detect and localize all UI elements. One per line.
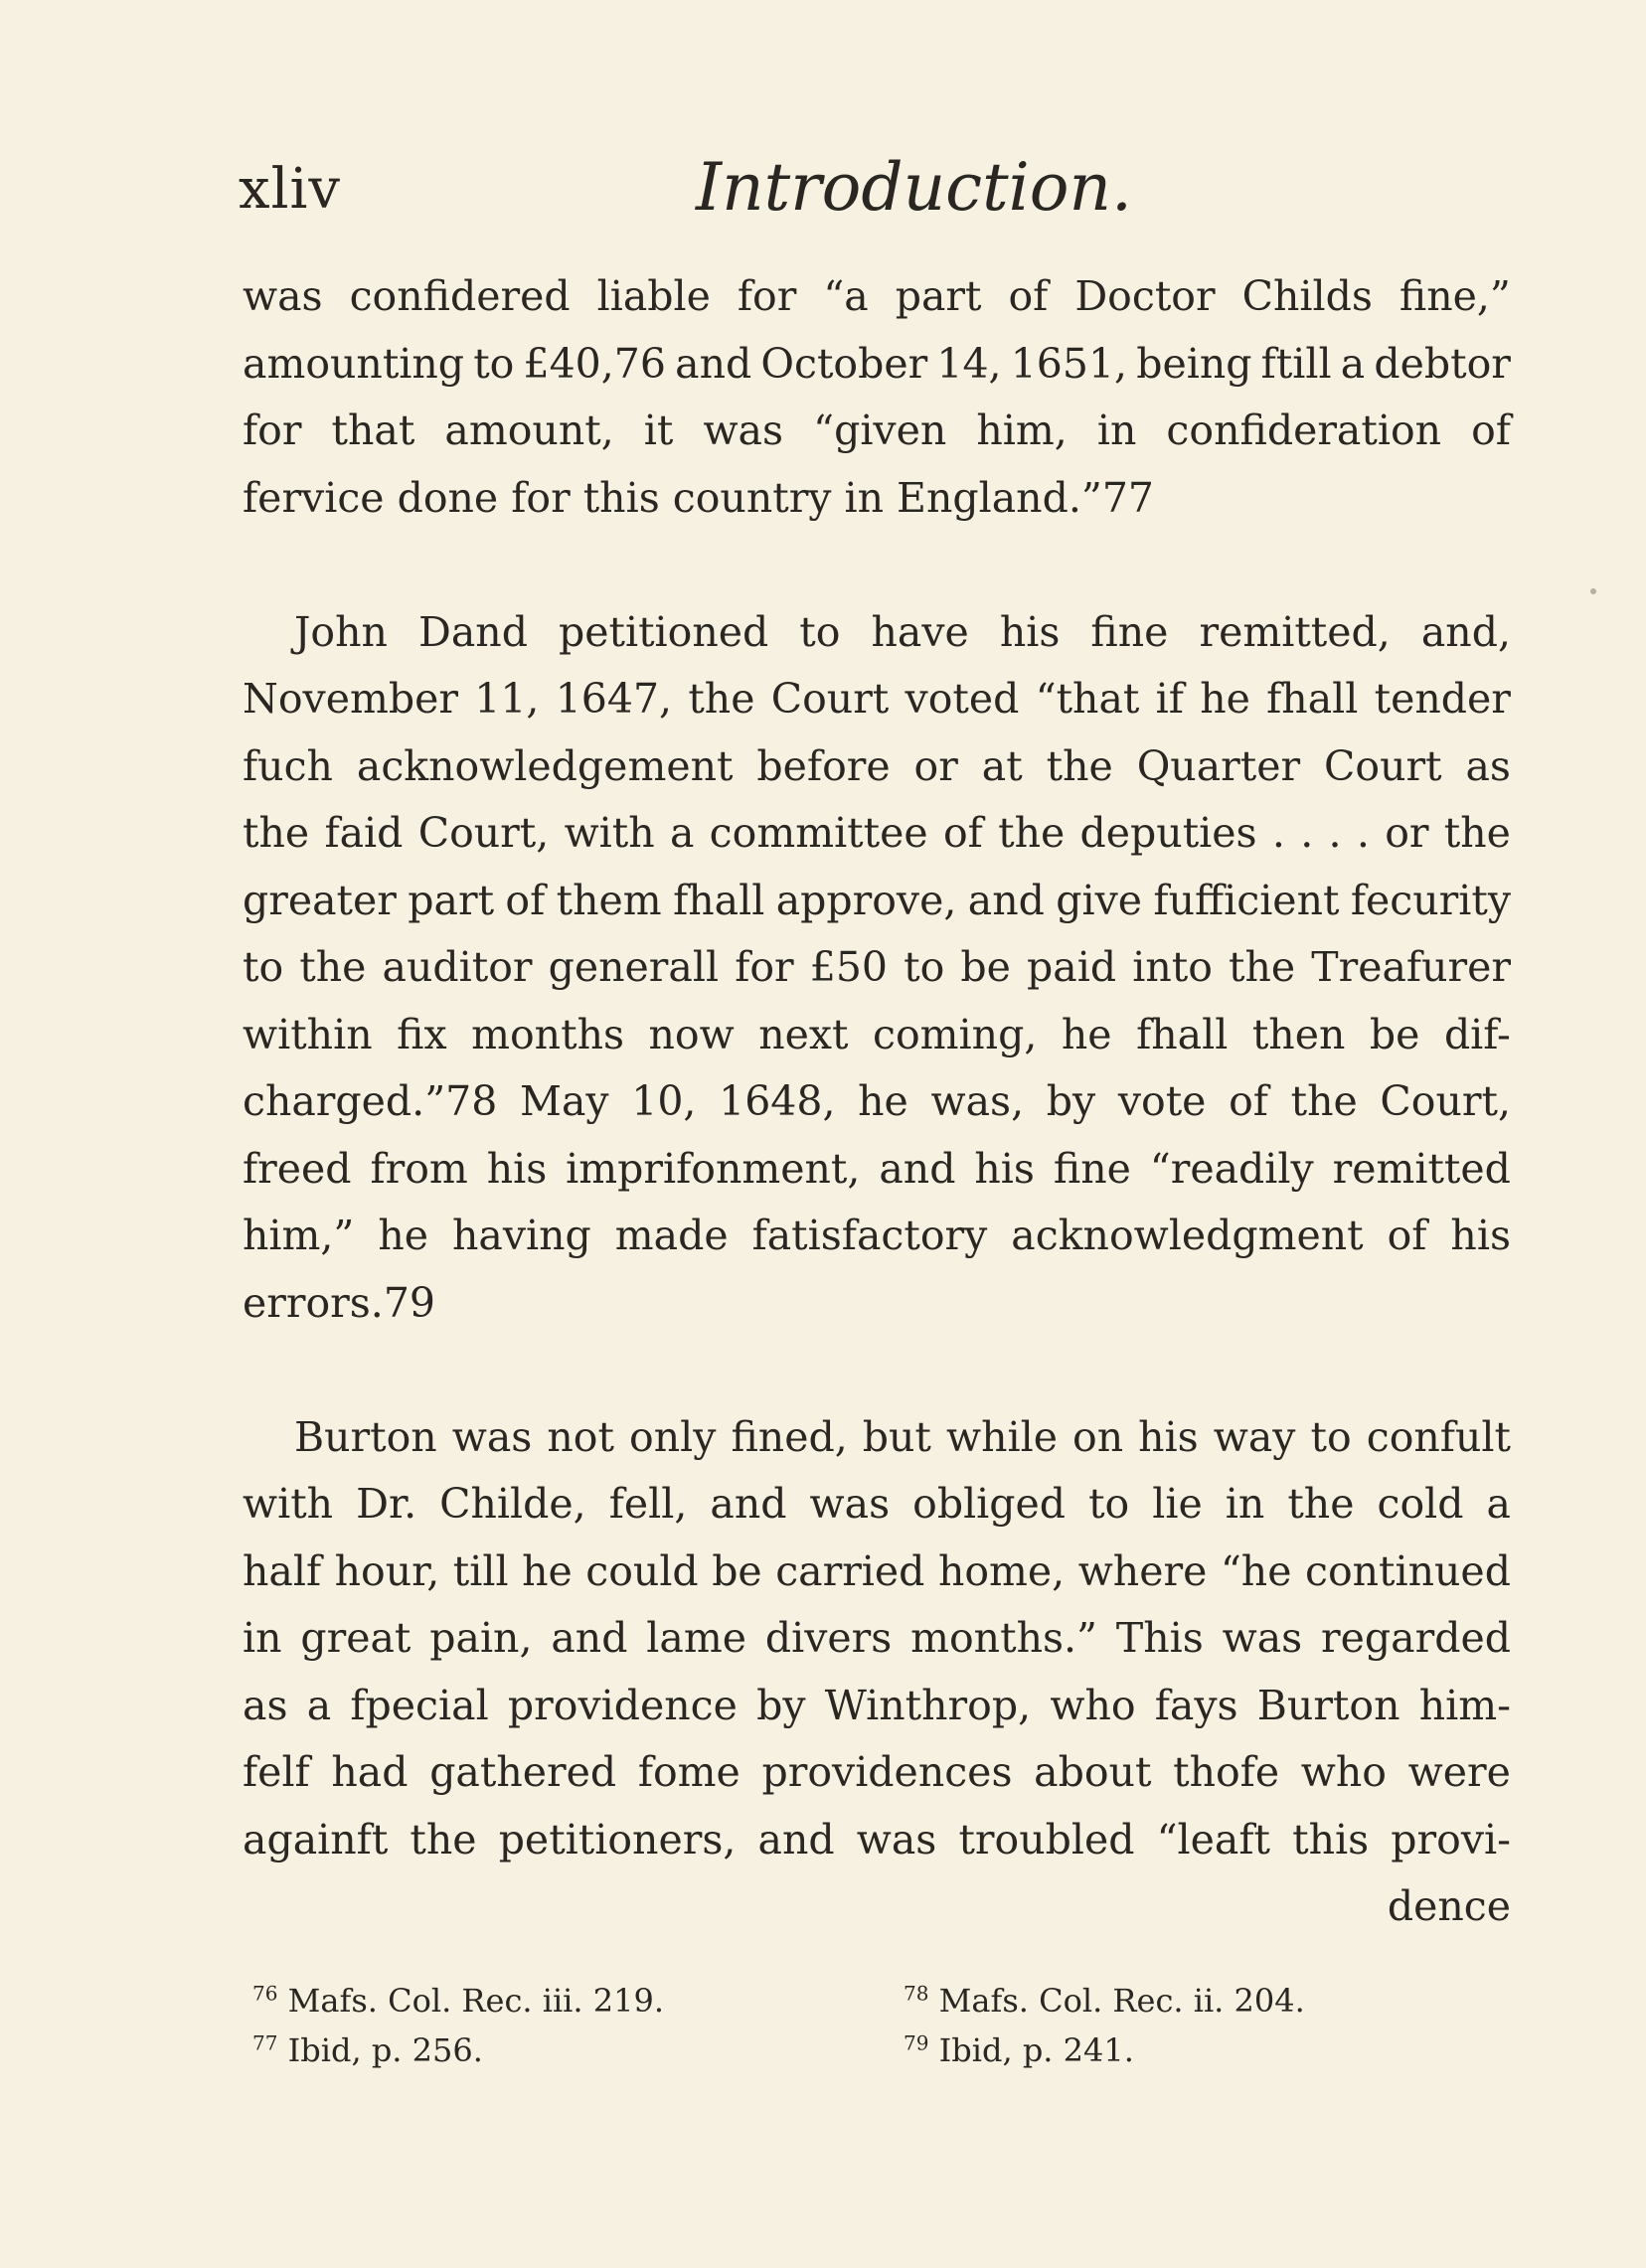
word: was: [1222, 1614, 1303, 1662]
word: regarded: [1321, 1614, 1511, 1662]
word: his: [1138, 1412, 1199, 1461]
word: made: [614, 1212, 729, 1259]
page-header: [239, 149, 1511, 229]
word: was: [856, 1815, 937, 1863]
word: from: [370, 1144, 468, 1193]
word: hour,: [334, 1546, 440, 1595]
word: 14,: [936, 339, 1002, 388]
word: tender: [1374, 675, 1511, 723]
word: before: [756, 741, 891, 790]
word: that: [331, 406, 415, 454]
word: faid: [324, 809, 404, 857]
word: fatisfactory: [751, 1212, 988, 1259]
footnote-text: Ibid, p. 256.: [287, 2031, 483, 2069]
word: gathered: [429, 1748, 617, 1796]
word: the: [299, 943, 367, 991]
word: if: [1155, 675, 1184, 723]
word: not: [547, 1412, 614, 1461]
word: vote: [1117, 1077, 1207, 1125]
word: then: [1251, 1010, 1346, 1058]
word: to: [904, 943, 945, 991]
word: lame: [646, 1614, 746, 1662]
word: months.”: [910, 1614, 1098, 1662]
word: it: [643, 406, 674, 454]
footnote-number: 77: [252, 2030, 278, 2055]
text-line: fervice done for this country in England.”77: [243, 473, 1154, 522]
word: the: [1290, 1077, 1358, 1125]
word: fell,: [608, 1480, 688, 1528]
word: Childs: [1241, 272, 1373, 320]
word: amounting: [243, 339, 465, 388]
word: November: [243, 675, 458, 723]
word: while: [945, 1412, 1058, 1461]
word: he: [1061, 1010, 1112, 1058]
word: his: [999, 607, 1061, 656]
word: by: [756, 1681, 806, 1729]
word: was,: [930, 1077, 1025, 1125]
word: the: [1046, 741, 1113, 790]
word: dif-: [1443, 1010, 1511, 1058]
word: felf: [243, 1748, 310, 1796]
text-line: [243, 934, 1511, 1002]
word: as: [1465, 741, 1511, 790]
word: fome: [637, 1748, 741, 1796]
word: fufficient: [1153, 876, 1340, 924]
word: fpecial: [350, 1681, 489, 1729]
word: fhall: [1266, 675, 1359, 723]
word: a: [1486, 1480, 1511, 1528]
word: to: [1310, 1412, 1352, 1461]
word: and,: [1420, 607, 1511, 656]
word: were: [1407, 1748, 1511, 1796]
text-line: [243, 1404, 1511, 1472]
word: on: [1072, 1412, 1124, 1461]
word: him,”: [243, 1212, 355, 1259]
word: a: [669, 809, 695, 857]
word: at: [981, 741, 1023, 790]
footnote-text: Mafs. Col. Rec. ii. 204.: [938, 1982, 1305, 2020]
word: and: [757, 1815, 835, 1863]
word: the: [243, 809, 310, 857]
word: lie: [1152, 1480, 1203, 1528]
word: could: [585, 1546, 699, 1595]
text-line: errors.79: [243, 1278, 435, 1327]
word: thofe: [1173, 1748, 1280, 1796]
text-line: [243, 1136, 1511, 1204]
body-text: [243, 263, 1511, 1941]
word: now: [648, 1010, 735, 1058]
word: againft: [243, 1815, 389, 1863]
word: 1651,: [1010, 339, 1128, 388]
word: to: [473, 339, 515, 388]
word: John: [294, 607, 388, 656]
word: as: [243, 1681, 288, 1729]
word: he: [858, 1077, 908, 1125]
word: into: [1132, 943, 1213, 991]
word: great: [300, 1614, 412, 1662]
word: next: [758, 1010, 849, 1058]
word: fined,: [731, 1412, 848, 1461]
word: divers: [764, 1614, 893, 1662]
word: of: [1471, 406, 1511, 454]
word: .: [1271, 809, 1285, 857]
word: Court,: [417, 809, 550, 857]
word: was: [243, 272, 323, 320]
word: in: [1096, 406, 1137, 454]
word: being: [1136, 339, 1252, 388]
word: to: [243, 943, 284, 991]
word: of: [1229, 1077, 1268, 1125]
word: fine: [1090, 607, 1169, 656]
word: “a: [823, 272, 869, 320]
word: imprifonment,: [566, 1144, 861, 1193]
text-line: [243, 1002, 1511, 1069]
word: of: [942, 809, 983, 857]
word: debtor: [1374, 339, 1511, 388]
word: them: [556, 876, 662, 924]
word: the: [410, 1815, 477, 1863]
word: Winthrop,: [824, 1681, 1032, 1729]
text-line: [243, 1673, 1511, 1740]
word: for: [243, 406, 302, 454]
text-line: [243, 331, 1511, 399]
text-line: [243, 1068, 1511, 1136]
word: where: [1077, 1546, 1208, 1595]
word: Court: [770, 675, 890, 723]
word: May: [520, 1077, 609, 1125]
word: and: [967, 876, 1045, 924]
word: be: [960, 943, 1011, 991]
word: Court: [1324, 741, 1442, 790]
footnote-number: 79: [904, 2030, 929, 2055]
word: for: [735, 943, 794, 991]
page-number: xliv: [239, 157, 342, 222]
ink-speck: [1590, 588, 1596, 594]
word: having: [452, 1212, 591, 1259]
word: fhall: [673, 876, 765, 924]
word: fine,”: [1399, 272, 1511, 320]
word: his: [974, 1144, 1035, 1193]
word: auditor: [382, 943, 533, 991]
text-line: [243, 398, 1511, 465]
text-line: [243, 868, 1511, 935]
footnote: [904, 1976, 1305, 2025]
word: charged.”78: [243, 1077, 498, 1125]
word: voted: [905, 675, 1020, 723]
word: in: [1225, 1480, 1265, 1528]
word: Court,: [1380, 1077, 1511, 1125]
word: coming,: [873, 1010, 1038, 1058]
word: have: [871, 607, 969, 656]
text-line: [243, 733, 1511, 801]
word: confideration: [1166, 406, 1442, 454]
footnotes-right-column: [904, 1976, 1305, 2075]
word: Burton: [1256, 1681, 1400, 1729]
word: petitioners,: [498, 1815, 737, 1863]
word: fays: [1154, 1681, 1238, 1729]
text-line: [243, 800, 1511, 868]
word: he: [1200, 675, 1250, 723]
word: months: [471, 1010, 625, 1058]
word: 1647,: [555, 675, 673, 723]
word: “readily: [1149, 1144, 1314, 1193]
footnote-number: 78: [904, 1981, 929, 2006]
word: his: [1450, 1212, 1511, 1259]
word: acknowledgement: [356, 741, 734, 790]
word: only: [629, 1412, 717, 1461]
word: confidered: [349, 272, 571, 320]
word: was: [703, 406, 784, 454]
word: “that: [1035, 675, 1140, 723]
word: and: [879, 1144, 956, 1193]
footnote: [904, 2025, 1305, 2075]
footnote-text: Mafs. Col. Rec. iii. 219.: [287, 1982, 664, 2020]
word: remitted,: [1199, 607, 1391, 656]
footnote-text: Ibid, p. 241.: [938, 2031, 1134, 2069]
word: fuch: [243, 741, 333, 790]
word: petitioned: [558, 607, 769, 656]
word: freed: [243, 1144, 352, 1193]
catchword: dence: [1387, 1882, 1511, 1930]
word: remitted: [1332, 1144, 1511, 1193]
word: cold: [1377, 1480, 1464, 1528]
word: till: [452, 1546, 509, 1595]
word: Childe,: [439, 1480, 586, 1528]
text-line: [243, 666, 1511, 733]
word: with: [564, 809, 655, 857]
word: with: [243, 1480, 334, 1528]
word: but: [862, 1412, 931, 1461]
word: of: [505, 876, 546, 924]
word: October: [760, 339, 928, 388]
word: fhall: [1136, 1010, 1229, 1058]
word: deputies: [1079, 809, 1257, 857]
word: he: [378, 1212, 429, 1259]
word: Treafurer: [1311, 943, 1511, 991]
word: who: [1300, 1748, 1387, 1796]
word: fecurity: [1350, 876, 1511, 924]
word: “leaft: [1156, 1815, 1271, 1863]
word: his: [486, 1144, 548, 1193]
word: of: [1008, 272, 1049, 320]
paragraph-gap: [243, 532, 1511, 599]
word: who: [1050, 1681, 1136, 1729]
word: the: [998, 809, 1066, 857]
word: home,: [937, 1546, 1066, 1595]
word: 10,: [631, 1077, 697, 1125]
word: Dr.: [356, 1480, 417, 1528]
word: .: [1300, 809, 1314, 857]
word: providences: [761, 1748, 1013, 1796]
word: or: [913, 741, 958, 790]
word: This: [1115, 1614, 1204, 1662]
word: liable: [596, 272, 711, 320]
word: amount,: [444, 406, 614, 454]
word: had: [331, 1748, 409, 1796]
word: continued: [1304, 1546, 1511, 1595]
word: Doctor: [1074, 272, 1216, 320]
word: acknowledgment: [1011, 1212, 1364, 1259]
word: within: [243, 1010, 373, 1058]
word: carried: [775, 1546, 925, 1595]
word: give: [1056, 876, 1143, 924]
word: was: [451, 1412, 533, 1461]
word: Dand: [417, 607, 528, 656]
word: be: [712, 1546, 762, 1595]
word: confult: [1366, 1412, 1511, 1461]
word: a: [1340, 339, 1366, 388]
word: 1648,: [719, 1077, 836, 1125]
paragraph-gap: [243, 1337, 1511, 1404]
text-line: [243, 1471, 1511, 1539]
word: the: [1287, 1480, 1355, 1528]
word: for: [737, 272, 797, 320]
word: to: [1088, 1480, 1130, 1528]
text-line: [243, 1605, 1511, 1673]
word: about: [1034, 1748, 1152, 1796]
word: the: [1443, 809, 1511, 857]
word: him-: [1418, 1681, 1511, 1729]
word: approve,: [775, 876, 957, 924]
word: “given: [813, 406, 947, 454]
word: obliged: [912, 1480, 1067, 1528]
word: he: [522, 1546, 573, 1595]
word: generall: [548, 943, 720, 991]
footnote: [252, 1976, 664, 2025]
word: providence: [507, 1681, 738, 1729]
word: the: [1229, 943, 1296, 991]
word: this: [1292, 1815, 1370, 1863]
text-line: [243, 1539, 1511, 1606]
word: him,: [976, 406, 1068, 454]
word: by: [1046, 1077, 1096, 1125]
word: .: [1328, 809, 1342, 857]
running-title: Introduction.: [696, 149, 1132, 226]
word: part: [408, 876, 495, 924]
text-line: [243, 1807, 1511, 1874]
text-line: [243, 1739, 1511, 1807]
word: pain,: [429, 1614, 533, 1662]
word: ftill: [1260, 339, 1332, 388]
word: 11,: [474, 675, 540, 723]
word: a: [306, 1681, 332, 1729]
text-line: [243, 1203, 1511, 1270]
word: Burton: [294, 1412, 437, 1461]
word: £50: [809, 943, 889, 991]
word: of: [1387, 1212, 1427, 1259]
word: in: [243, 1614, 282, 1662]
word: and: [551, 1614, 628, 1662]
word: and: [675, 339, 752, 388]
text-line: [243, 263, 1511, 331]
word: be: [1369, 1010, 1420, 1058]
word: .: [1356, 809, 1370, 857]
word: fix: [397, 1010, 447, 1058]
footnote-number: 76: [252, 1981, 278, 2006]
word: part: [895, 272, 982, 320]
word: way: [1213, 1412, 1296, 1461]
word: £40,76: [523, 339, 666, 388]
word: provi-: [1391, 1815, 1511, 1863]
word: to: [799, 607, 841, 656]
word: or: [1385, 809, 1429, 857]
word: the: [688, 675, 755, 723]
word: and: [710, 1480, 787, 1528]
word: “he: [1220, 1546, 1292, 1595]
word: Quarter: [1136, 741, 1301, 790]
word: committee: [709, 809, 928, 857]
word: fine: [1053, 1144, 1131, 1193]
word: paid: [1027, 943, 1117, 991]
footnotes-left-column: [252, 1976, 664, 2075]
word: troubled: [958, 1815, 1135, 1863]
word: half: [243, 1546, 322, 1595]
word: greater: [243, 876, 397, 924]
footnote: [252, 2025, 664, 2075]
word: was: [809, 1480, 891, 1528]
text-line: [243, 599, 1511, 667]
